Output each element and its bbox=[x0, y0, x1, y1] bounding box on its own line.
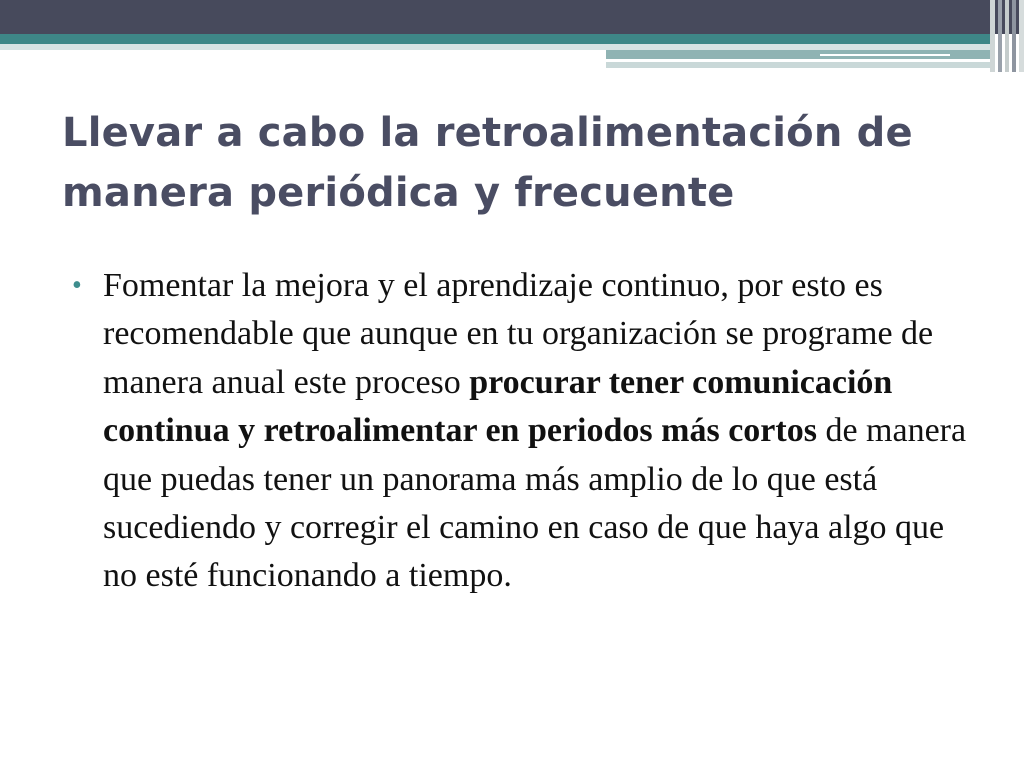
header-dark-band bbox=[0, 0, 1024, 34]
header-vertical-bar-1 bbox=[990, 0, 995, 72]
header-vertical-bar-3 bbox=[1005, 0, 1009, 72]
slide-title-line-2: manera periódica y frecuente bbox=[62, 170, 735, 216]
slide-title-line-1: Llevar a cabo la retroalimentación de bbox=[62, 110, 913, 156]
header-thin-line bbox=[820, 54, 950, 56]
bullet-text-emphasis: procurar tener comunicación continua y retroalimentar en periodos más cortos bbox=[103, 363, 893, 450]
header-vertical-bar-4 bbox=[1012, 0, 1016, 72]
header-vertical-bar-5 bbox=[1019, 0, 1024, 72]
header-accent-band bbox=[0, 34, 990, 44]
header-thin-stripe-right bbox=[606, 62, 990, 68]
decorative-header-bar bbox=[0, 0, 1024, 72]
slide-body bbox=[72, 262, 972, 601]
bullet-text-conclusion: de manera que puedas tener un panorama más amplio de lo que está sucediendo y corregir el camino en caso de que haya algo que no esté funcionando a tiempo. bbox=[103, 412, 967, 595]
header-light-band bbox=[0, 44, 990, 50]
header-vertical-bar-2 bbox=[998, 0, 1002, 72]
bullet-item bbox=[72, 262, 972, 601]
bullet-text-intro: Fomentar la mejora y el aprendizaje continuo, por esto es recomendable que aunque en tu organización se programe de manera anual este proceso bbox=[103, 267, 934, 401]
slide-title bbox=[62, 103, 1002, 223]
bullet-marker: • bbox=[72, 270, 82, 301]
